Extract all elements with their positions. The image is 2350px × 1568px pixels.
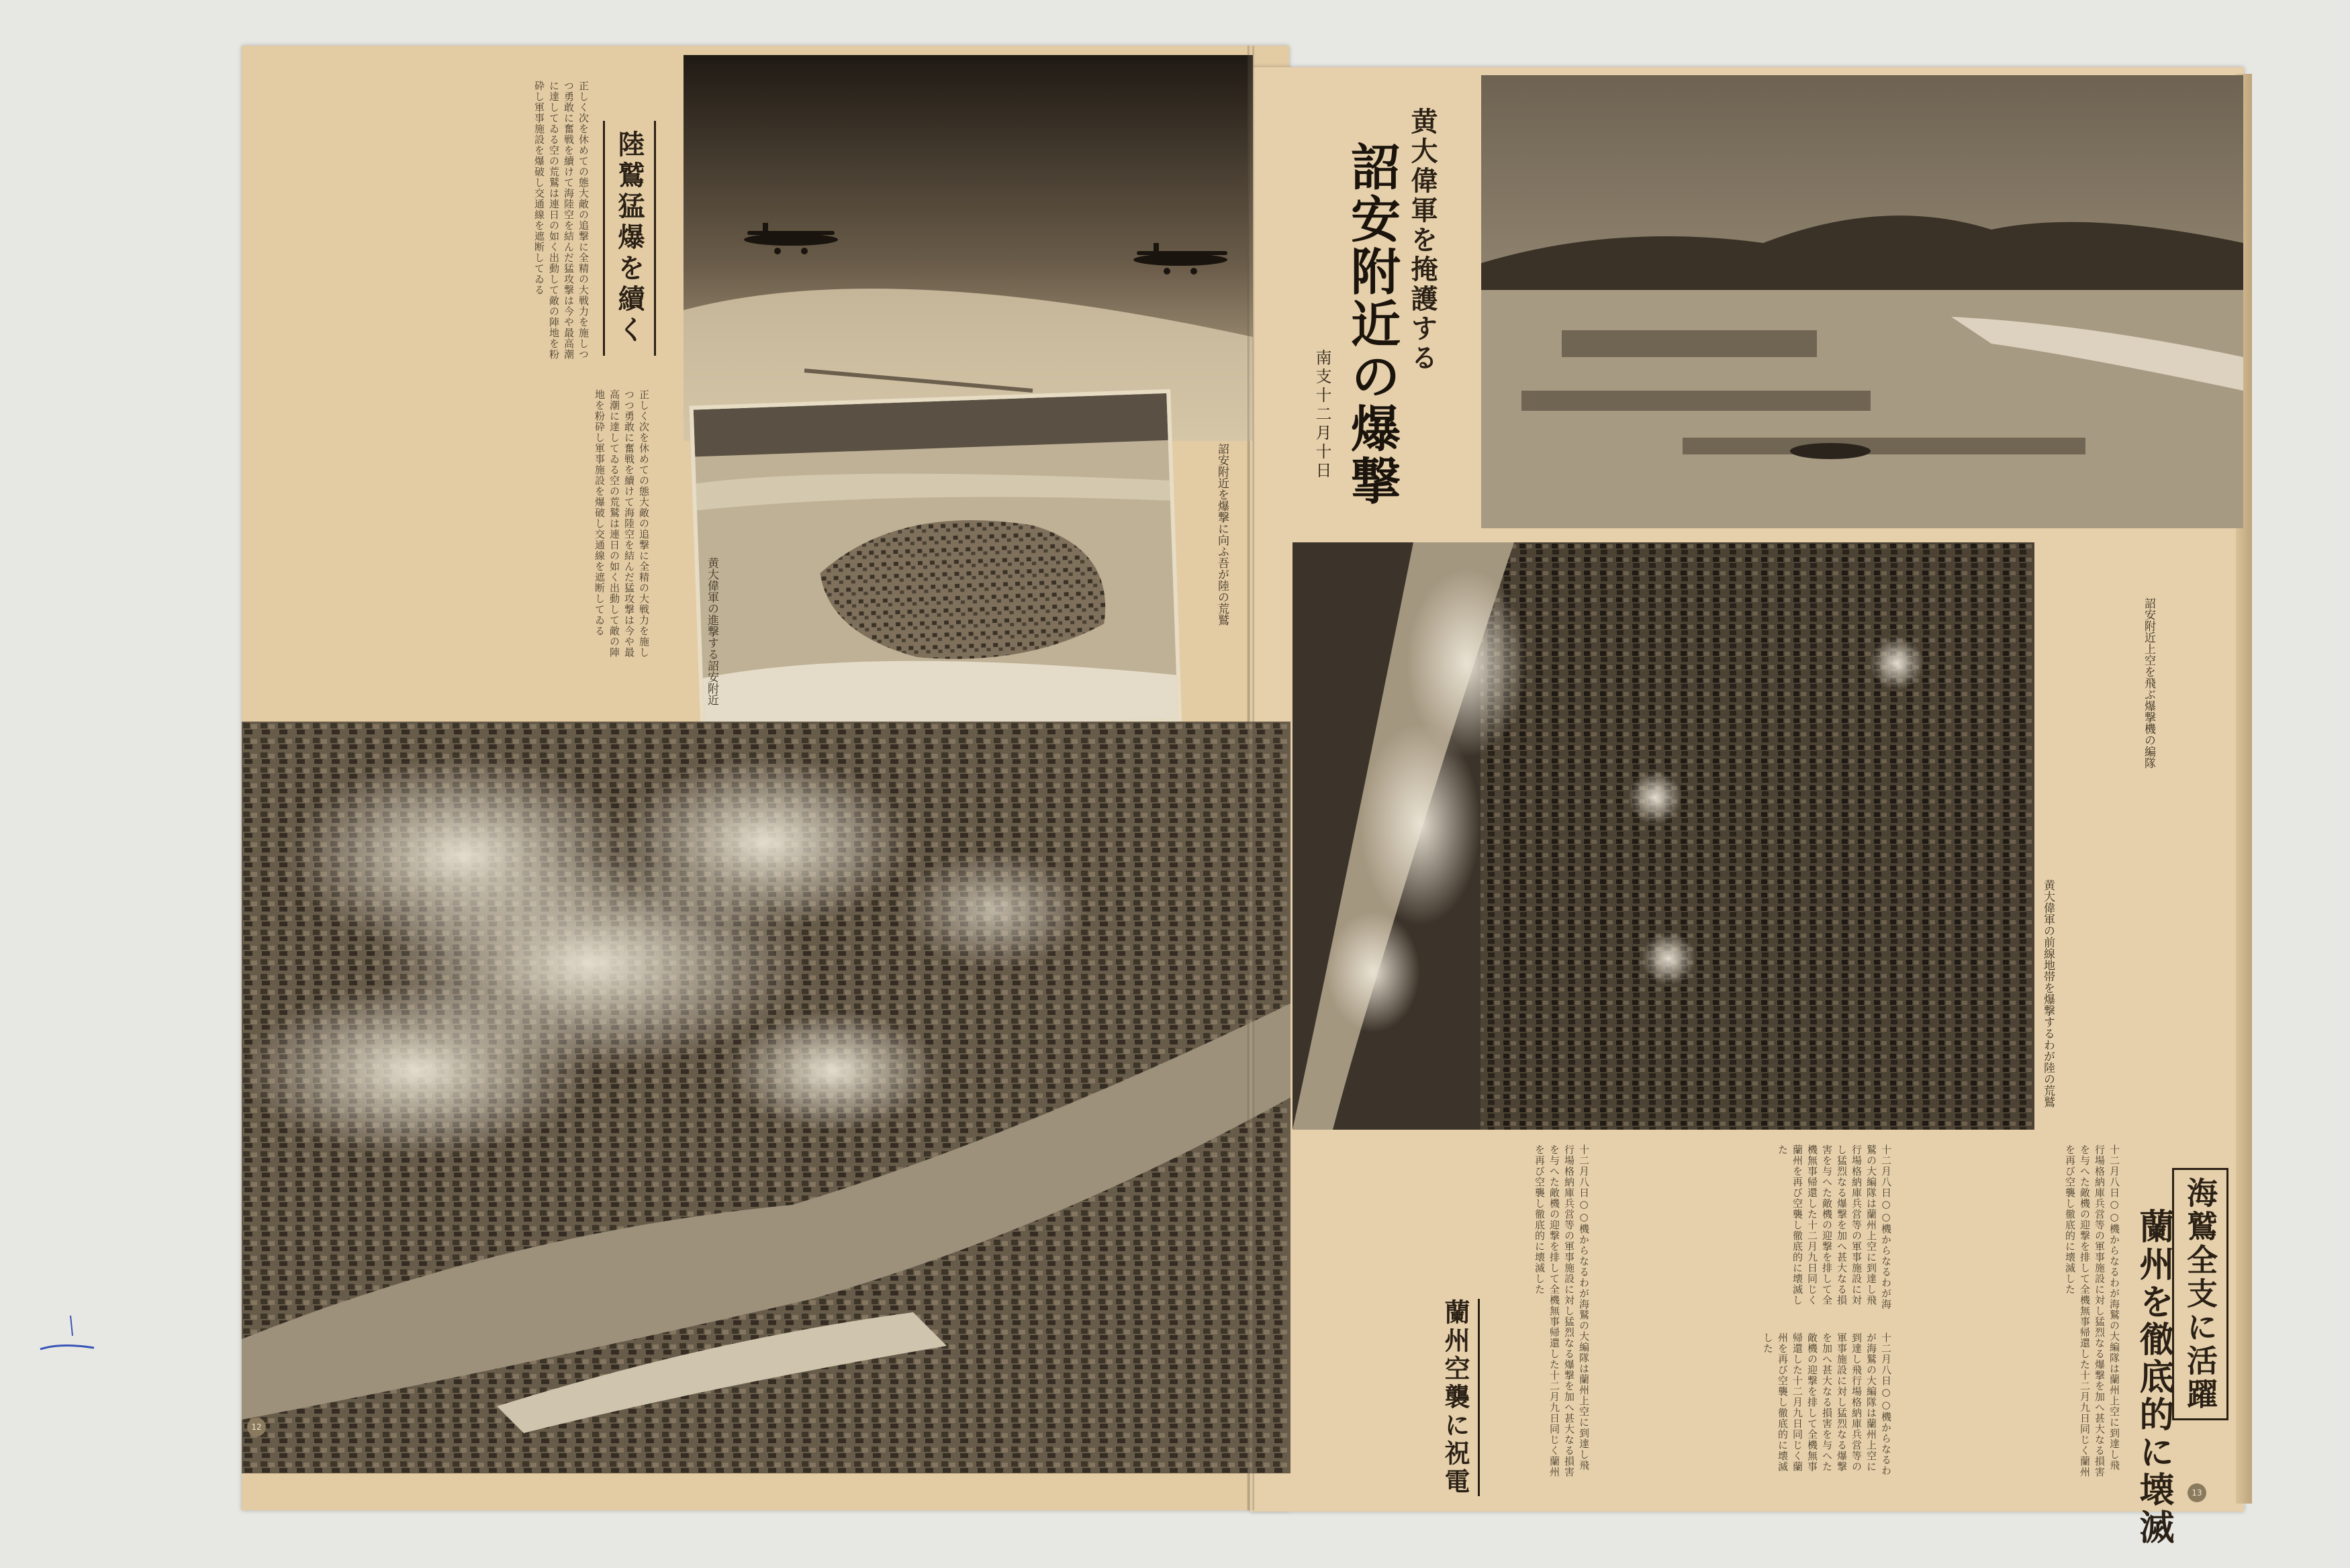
right-article-text-lower-b: 十二月八日○○機からなるわが海鷲の大編隊は蘭州上空に到達し飛行場格納庫兵営等の軍事施設に対し猛烈なる爆撃を加へ甚大なる損害を与へた敵機の迎撃を排して全機無事帰還した十二月九日同じく蘭州を再び空襲し徹底的に壊滅した — [1762, 1332, 1892, 1476]
left-heading: 陸鷲猛爆を續く — [603, 121, 656, 356]
pen-mark — [34, 1309, 107, 1363]
right-heading-sub: 蘭州を徹底的に壊滅 — [2133, 1208, 2174, 1547]
left-article-text-lower: 正しく次を休めての態大敵の追撃に全精の大戦力を施しつつ勇敢に奮戦を續けて海陸空を結んだ猛攻撃は今や最高潮に達してゐる空の荒鷲は連日の如く出動して敵の陣地を粉砕し軍事施設を爆破し交通線を遮断してゐる — [594, 389, 650, 658]
left-article-text: 正しく次を休めての態大敵の追撃に全精の大戦力を施しつつ勇敢に奮戦を續けて海陸空を結んだ猛攻撃は今や最高潮に達してゐる空の荒鷲は連日の如く出動して敵の陣地を粉砕し軍事施設を爆破し交通線を遮断してゐる — [533, 81, 590, 360]
right-article-text-left: 十二月八日○○機からなるわが海鷲の大編隊は蘭州上空に到達し飛行場格納庫兵営等の軍事施設に対し猛烈なる爆撃を加へ甚大なる損害を与へた敵機の迎撃を排して全機無事帰還した十二月九日同じく蘭州を再び空襲し徹底的に壊滅した — [1534, 1144, 1590, 1477]
right-article-text-upper: 十二月八日○○機からなるわが海鷲の大編隊は蘭州上空に到達し飛行場格納庫兵営等の軍事施設に対し猛烈なる爆撃を加へ甚大なる損害を与へた敵機の迎撃を排して全機無事帰還した十二月九日同じく蘭州を再び空襲し徹底的に壊滅した — [2064, 1144, 2120, 1477]
caption-town: 黄大偉軍の進撃する詔安附近 — [705, 557, 718, 705]
page-number-right: 13 — [2188, 1483, 2206, 1502]
caption-planes: 詔安附近を爆撃に向ふ吾が陸の荒鷲 — [1215, 443, 1229, 626]
page-number-left: 12 — [247, 1418, 266, 1436]
photo-planes — [684, 55, 1253, 441]
photo-town-inset — [690, 389, 1182, 740]
dateline: 南支十二月十日 — [1313, 349, 1331, 481]
main-title: 詔安附近の爆撃 — [1343, 141, 1401, 507]
photo-river-town — [1292, 542, 2034, 1130]
photo-smoke-aerial — [242, 722, 1290, 1473]
right-article-text-lower-a: 十二月八日○○機からなるわが海鷲の大編隊は蘭州上空に到達し飛行場格納庫兵営等の軍事施設に対し猛烈なる爆撃を加へ甚大なる損害を与へた敵機の迎撃を排して全機無事帰還した十二月九日同じく蘭州を再び空襲し徹底的に壊滅した — [1777, 1144, 1892, 1310]
center-fold — [1248, 46, 1254, 1510]
right-sub-heading: 蘭州空襲に祝電 — [1437, 1299, 1480, 1496]
photo-mountains — [1481, 75, 2243, 528]
right-heading-main: 海鷲全支に活躍 — [2172, 1168, 2228, 1420]
caption-mountains: 詔安附近上空を飛ぶ爆撃機の編隊 — [2142, 597, 2155, 769]
subtitle: 黄大偉軍を掩護する — [1407, 107, 1438, 373]
caption-river-town: 黄大偉軍の前線地帯を爆撃するわが陸の荒鷲 — [2041, 879, 2055, 1108]
